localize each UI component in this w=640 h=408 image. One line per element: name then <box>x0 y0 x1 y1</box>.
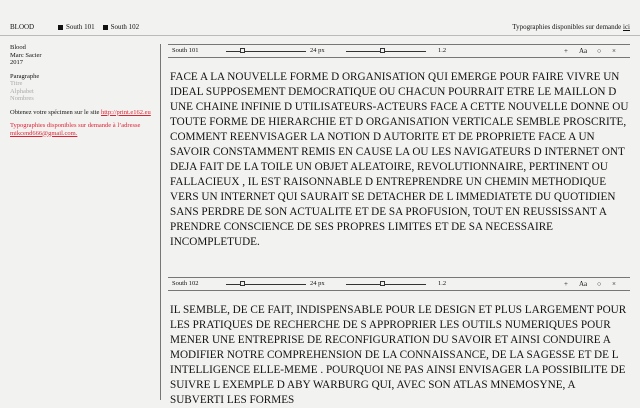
leading-readout: 1.2 <box>438 280 447 287</box>
size-readout: 24 px <box>310 47 325 54</box>
divider <box>160 44 161 400</box>
font-title: Blood <box>10 44 26 51</box>
font-size-icon[interactable]: Aa <box>579 280 588 288</box>
panel-controls <box>168 277 630 291</box>
size-slider-handle[interactable] <box>240 48 245 53</box>
specimen-text: Obtenez votre spécimen sur le site <box>10 108 100 116</box>
availability-text: Typographies disponibles sur demande <box>512 23 622 31</box>
specimen-note <box>10 109 155 117</box>
mode-numbers[interactable]: Nombres <box>10 95 34 102</box>
leading-slider-handle[interactable] <box>380 281 385 286</box>
leading-readout: 1.2 <box>438 47 447 54</box>
leading-slider-handle[interactable] <box>380 48 385 53</box>
address-text: Typographies disponibles sur demande à l’adresse <box>10 122 141 129</box>
close-icon[interactable]: × <box>612 47 616 55</box>
plus-icon[interactable]: + <box>564 47 568 55</box>
address-email-link[interactable]: mikcend666@gmail.com. <box>10 129 78 137</box>
mode-title[interactable]: Titre <box>10 80 23 87</box>
sidebar <box>10 44 155 137</box>
leading-slider[interactable] <box>346 284 426 285</box>
size-readout: 24 px <box>310 280 325 287</box>
font-size-icon[interactable]: Aa <box>579 47 588 55</box>
panel-font-name: South 102 <box>172 280 199 287</box>
availability-note <box>512 23 630 31</box>
panel-controls <box>168 44 630 58</box>
top-bar <box>0 0 640 36</box>
size-slider[interactable] <box>226 284 306 285</box>
size-slider[interactable] <box>226 51 306 52</box>
brand-name[interactable]: BLOOD <box>10 23 35 31</box>
specimen-link[interactable]: http://print.e162.eu <box>100 108 151 116</box>
mode-paragraph[interactable]: Paragraphe <box>10 72 40 80</box>
tab-label: South 101 <box>66 23 95 31</box>
plus-icon[interactable]: + <box>564 280 568 288</box>
circle-icon[interactable]: ○ <box>597 280 602 288</box>
tab-south-102[interactable] <box>103 23 140 31</box>
close-icon[interactable]: × <box>612 280 616 288</box>
tab-south-101[interactable] <box>58 23 95 31</box>
mode-alphabet[interactable]: Alphabet <box>10 87 34 95</box>
panel-font-name: South 101 <box>172 47 199 54</box>
availability-link[interactable]: ici <box>623 23 630 31</box>
circle-icon[interactable]: ○ <box>597 47 602 55</box>
font-tabs <box>58 23 139 31</box>
font-year: 2017 <box>10 59 23 66</box>
size-slider-handle[interactable] <box>240 281 245 286</box>
font-author: Marc Sacier <box>10 51 42 59</box>
address-note <box>10 122 155 137</box>
square-icon <box>58 25 63 30</box>
square-icon <box>103 25 108 30</box>
leading-slider[interactable] <box>346 51 426 52</box>
panel-south-102 <box>168 277 630 408</box>
specimen-paragraph[interactable]: IL SEMBLE, DE CE FAIT, INDISPENSABLE POUR LE DESIGN ET PLUS LARGEMENT POUR LES PRATIQUES DE RECHERCHE DE S APPROPRIER LES OUTILS NUMERIQUES POUR MENER UNE ENTREPRISE DE RECONFIGURATION DU SAVOIR ET AINSI CONDUIRE A MODIFIER NOTRE COMPREHENSION DE LA CONNAISSANCE, DE LA SAGESSE ET DE L INTELLIGENCE ELLE-MEME . POURQUOI NE PAS AINSI ENVISAGER LA POSSIBILITE DE SUIVRE L EXEMPLE D ABY WARBURG QUI, AVEC SON ATLAS MNEMOSYNE, A SUBVERTI LES FORMES <box>170 304 627 406</box>
specimen-paragraph[interactable]: FACE A LA NOUVELLE FORME D ORGANISATION QUI EMERGE POUR FAIRE VIVRE UN IDEAL SUPPOSEMENT DEMOCRATIQUE OU CHACUN POURRAIT ETRE LE MAILLON D UNE CHAINE INFINIE D UTILISATEURS-ACTEURS FACE A CETTE NOUVELLE DONNE OU TOUTE FORME DE HIERARCHIE ET D ORGANISATION VERTICALE SEMBLE PROSCRITE, COMMENT REENVISAGER LA NOTION D AUTORITE ET DE PROPRIETE FACE A UN SAVOIR CONSTAMMENT REMIS EN CAUSE LA OU LES NAVIGATEURS D INTERNET ONT DEJA FAIT DE LA TOILE UN OBJET ALEATOIRE, REVOLUTIONNAIRE, PERTINENT OU FALLACIEUX , IL EST RAISONNABLE D ENTREPRENDRE UN CHEMIN METHODIQUE VERS UN INTERNET QUI SAURAIT SE DETACHER DE L IMMEDIATETE DU QUOTIDIEN SANS PERDRE DE SON ACTUALITE ET DE SA PROFUSION, TOUT EN REUSSISSANT A PRENDRE CONSCIENCE DE SES PROPRES LIMITES ET DE SA NECESSAIRE INCOMPLETUDE. <box>170 71 629 248</box>
tab-label: South 102 <box>110 23 140 31</box>
panel-south-101 <box>168 44 630 250</box>
